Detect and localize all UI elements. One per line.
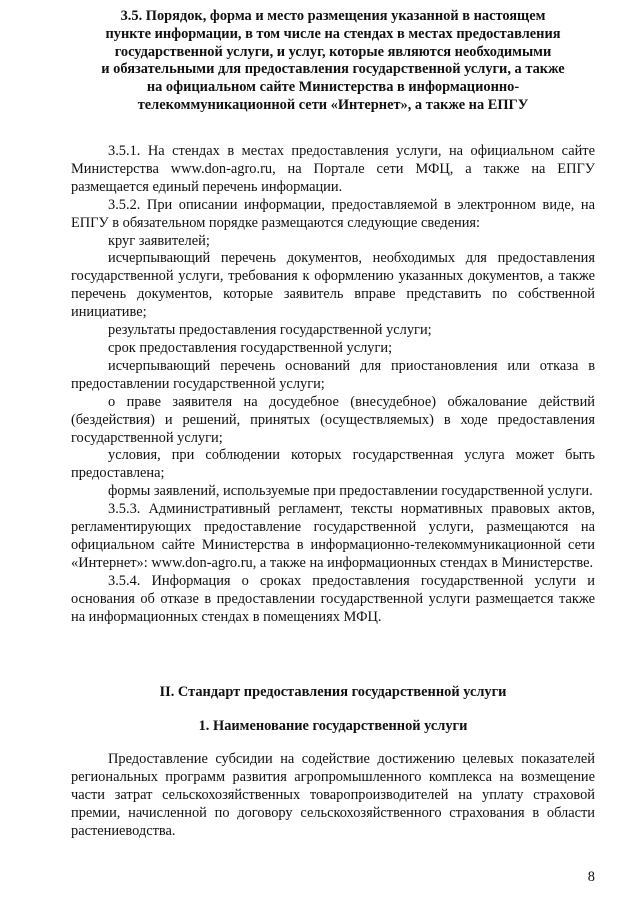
list-item: срок предоставления государственной услуги; (108, 339, 393, 356)
section-heading (71, 8, 595, 115)
list-item: исчерпывающий перечень документов, необходимых для предоставления государственной услуги, требования к оформлению указанных документов, а также перечень документов, которые заявитель вправе представить по собственной инициативе; (71, 250, 595, 321)
list-item: исчерпывающий перечень оснований для приостановления или отказа в предоставлении государственной услуги; (71, 357, 595, 392)
body-text-block (71, 143, 595, 626)
paragraph-3-5-4: 3.5.4. Информация о сроках предоставления государственной услуги и основания об отказе в предоставлении государственной услуги размещается также на информационных стендах в помещениях МФЦ. (71, 572, 595, 625)
service-name-paragraph: Предоставление субсидии на содействие достижению целевых показателей региональных программ развития агропромышленного комплекса на возмещение части затрат сельскохозяйственных товаропроизводителей на уплату страховой премии, начисленной по договору сельскохозяйственного страхования в области растениеводства. (71, 751, 595, 839)
subsection-title: 1. Наименование государственной услуги (198, 718, 468, 734)
heading-line: государственной услуги, и услуг, которые являются необходимыми (114, 43, 552, 60)
subsection-text-block (71, 751, 595, 841)
paragraph-3-5-2: 3.5.2. При описании информации, предоставляемой в электронном виде, на ЕПГУ в обязательном порядке размещаются следующие сведения: (71, 196, 595, 231)
page-number: 8 (587, 869, 595, 885)
chapter-title: II. Стандарт предоставления государственной услуги (159, 684, 507, 700)
paragraph-3-5-3: 3.5.3. Административный регламент, тексты нормативных правовых актов, регламентирующих предоставление государственной услуги, размещаются на официальном сайте Министерства в информационно-телекоммуникационной сети «Интернет»: www.don-agro.ru, а также на информационных стендах в Министерстве. (71, 501, 595, 571)
heading-line: и обязательными для предоставления государственной услуги, а также (101, 61, 565, 78)
list-item: результаты предоставления государственной услуги; (108, 322, 432, 339)
list-item: условия, при соблюдении которых государственная услуга может быть предоставлена; (71, 447, 595, 482)
heading-line: пункте информации, в том числе на стендах в местах предоставления (105, 25, 561, 42)
list-item: круг заявителей; (108, 232, 210, 249)
list-item: о праве заявителя на досудебное (внесудебное) обжалование действий (бездействия) и решений, принятых (осуществляемых) в ходе предоставления государственной услуги; (71, 393, 595, 446)
document-page (71, 0, 595, 905)
list-item: формы заявлений, используемые при предоставлении государственной услуги. (108, 483, 593, 500)
paragraph-3-5-1: 3.5.1. На стендах в местах предоставления услуги, на официальном сайте Министерства www.don-agro.ru, на Портале сети МФЦ, а также на ЕПГУ размещается единый перечень информации. (71, 143, 595, 195)
heading-line: 3.5. Порядок, форма и место размещения указанной в настоящем (120, 8, 546, 24)
heading-line: телекоммуникационной сети «Интернет», а также на ЕПГУ (137, 96, 529, 113)
heading-line: на официальном сайте Министерства в информационно- (146, 79, 520, 96)
